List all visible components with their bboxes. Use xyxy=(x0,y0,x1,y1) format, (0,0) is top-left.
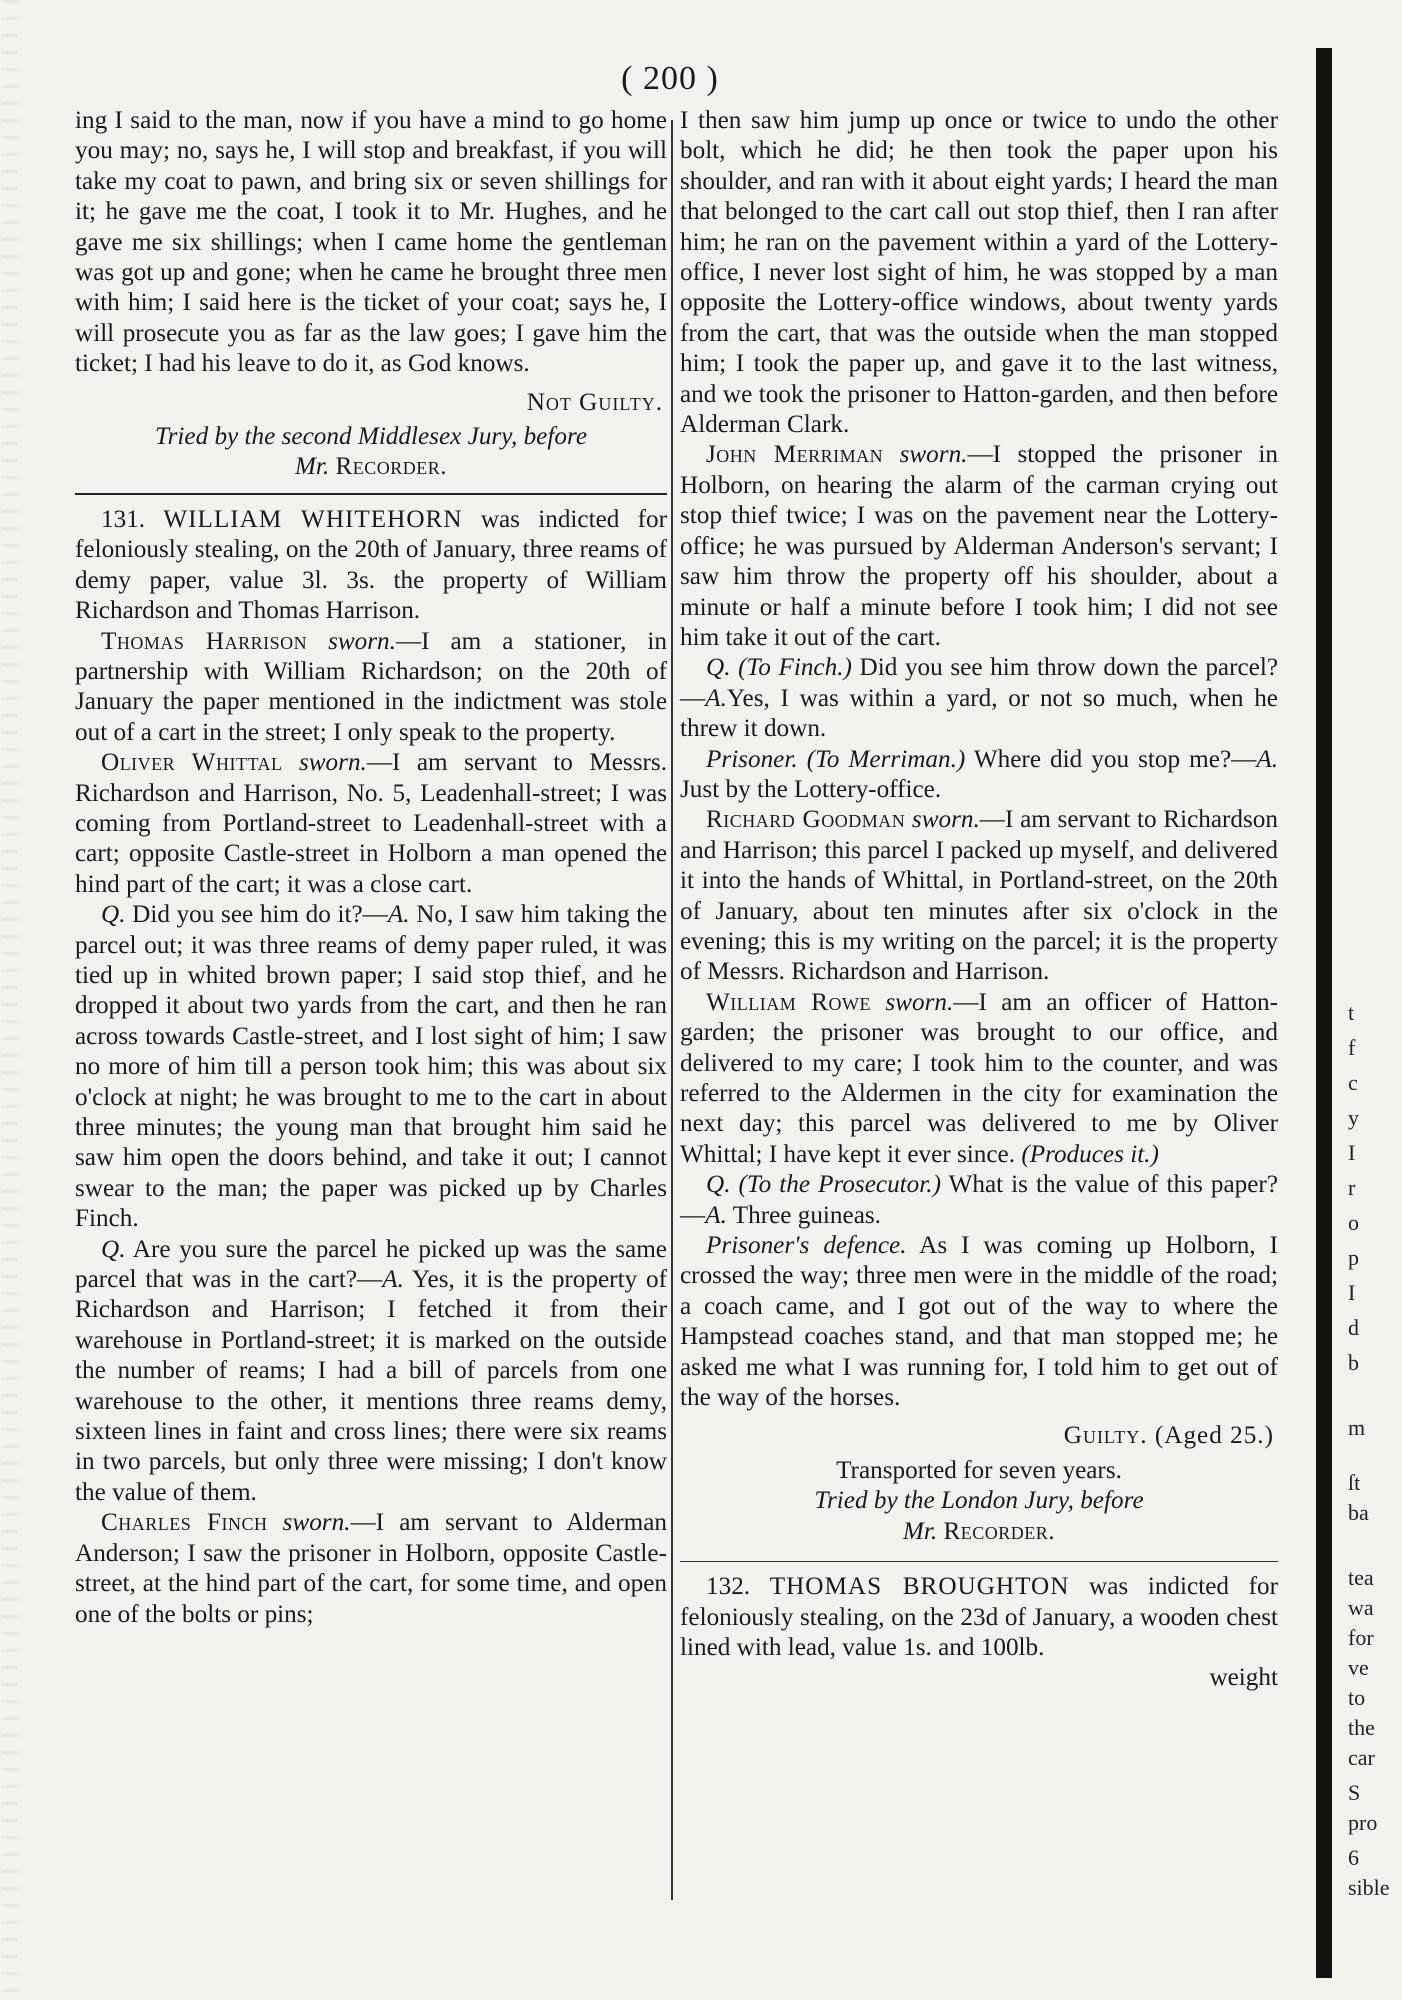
tried-by-recorder: Recorder. xyxy=(943,1517,1056,1545)
sworn-label: sworn. xyxy=(899,441,968,469)
prisoner-label: Prisoner. (To Merriman.) xyxy=(706,745,966,773)
facing-page-fragment: for xyxy=(1348,1625,1374,1650)
facing-page-fragment: the xyxy=(1348,1715,1375,1740)
facing-page-fragment: y xyxy=(1348,1105,1359,1130)
defence-label: Prisoner's defence. xyxy=(706,1232,907,1260)
tried-by-recorder: Recorder. xyxy=(335,453,448,481)
column-divider xyxy=(671,120,673,1900)
testimony-text: —I am an officer of Hatton-garden; the prisoner was brought to our office, and delivered to my care; I took him to the counter, and was referred to the Aldermen in the city for examination the next day; this parcel was delivered to me by Oliver Whittal; I have kept it ever since. xyxy=(680,988,1279,1168)
facing-page-fragment: tea xyxy=(1348,1565,1374,1590)
section-rule xyxy=(75,493,667,495)
sworn-label: sworn. xyxy=(911,806,980,834)
testimony-text: —I am a stationer, in partnership with William Richardson; on the 20th of January the paper mentioned in the indictment was stole out of a cart in the street; I only speak to the property. xyxy=(75,627,667,746)
page-number: ( 200 ) xyxy=(621,60,719,97)
produces-note: (Produces it.) xyxy=(1021,1140,1159,1168)
case-heading-131 xyxy=(75,505,667,627)
witness-name: William Rowe xyxy=(706,988,871,1016)
sworn-label: sworn. xyxy=(328,627,396,655)
question-answer xyxy=(75,1235,667,1509)
verdict-not-guilty: Not Guilty. xyxy=(526,388,663,416)
case-number: 132. xyxy=(706,1573,751,1601)
facing-page-fragment: 6 xyxy=(1348,1845,1359,1870)
sworn-label: sworn. xyxy=(298,749,367,777)
tried-by-line xyxy=(75,422,667,483)
testimony-text: —I am servant to Richardson and Harrison; this parcel I packed up myself, and delivered it into the hands of Whittal, in Portland-street, on the 20th of January, about ten minutes after six o'clock in the evening; this is my writing on the parcel; it is the property of Messrs. Richardson and Harrison. xyxy=(680,806,1278,986)
question-mark: Q. xyxy=(706,1171,731,1199)
facing-page-fragment: car xyxy=(1348,1745,1375,1770)
scan-margin-noise xyxy=(2,0,18,2000)
answer-mark: A. xyxy=(705,1201,727,1229)
question-text: Did you see him throw down the parcel?— xyxy=(680,654,1279,712)
sworn-label: sworn. xyxy=(282,1509,351,1537)
facing-page-fragment: r xyxy=(1348,1175,1356,1200)
question-mark: Q. xyxy=(101,901,126,929)
prisoner-defence xyxy=(680,1231,1278,1413)
verdict-text: Guilty. xyxy=(1063,1422,1148,1450)
answer-mark: A. xyxy=(382,1266,404,1294)
facing-page-fragment: m xyxy=(1348,1415,1366,1440)
right-column xyxy=(680,106,1278,1694)
case-number: 131. xyxy=(101,505,146,533)
facing-page-fragment: pro xyxy=(1348,1810,1378,1835)
answer-mark: A. xyxy=(1256,745,1278,773)
question-text: Are you sure the parcel he picked up was the same parcel that was in the cart?— xyxy=(75,1235,667,1294)
question-text: Did you see him do it?— xyxy=(132,901,388,929)
tried-by-text: Tried by the London Jury, before xyxy=(814,1487,1144,1515)
testimony-text: —I stopped the prisoner in Holborn, on hearing the alarm of the carman crying out stop thief twice; I was on the pavement near the Lottery-office; he was pursued by Alderman Anderson's servant; I saw him throw the property off his shoulder, about a minute or half a minute before I took him; I did not see him take it out of the cart. xyxy=(680,441,1279,651)
testimony-rowe xyxy=(680,988,1278,1170)
question-answer xyxy=(75,900,667,1234)
defendant-name: THOMAS BROUGHTON xyxy=(769,1573,1070,1601)
facing-page-fragment: wa xyxy=(1348,1595,1374,1620)
tried-by-mr: Mr. xyxy=(294,453,330,481)
answer-text: Yes, I was within a yard, or not so much, when he threw it down. xyxy=(680,684,1278,743)
testimony-merriman xyxy=(680,440,1278,653)
facing-page-fragment: t xyxy=(1348,1000,1355,1025)
facing-page-fragment: o xyxy=(1348,1210,1359,1235)
facing-page-fragment: ba xyxy=(1348,1500,1369,1525)
facing-page-fragment: c xyxy=(1348,1070,1358,1095)
testimony-finch xyxy=(75,1508,667,1630)
witness-name: John Merriman xyxy=(706,441,884,469)
paragraph-continued: I then saw him jump up once or twice to undo the other bolt, which he did; he then took the paper upon his shoulder, and ran with it about eight yards; I heard the man that belonged to the cart call out stop thief, then I ran after him; he ran on the pavement within a yard of the Lottery-office, I never lost sight of him, he was stopped by a man opposite the Lottery-office windows, about twenty yards from the cart, that was the outside when the man stopped him; I took the paper up, and gave it to the last witness, and we took the prisoner to Hatton-garden, and then before Alderman Clark. xyxy=(680,107,1278,439)
question-mark: Q. xyxy=(706,654,731,682)
binding-shadow xyxy=(1316,48,1332,1978)
left-column xyxy=(75,106,667,1630)
answer-text: No, I saw him taking the parcel out; it was three reams of demy paper ruled, it was tied up in whited brown paper; I said stop thief, and he dropped it about two yards from the cart, and then he ran across towards Castle-street, and I lost sight of him; I saw no more of him till a person took him; this was about six o'clock at night; he was brought to me to the cart in about three minutes; the young man that brought him said he saw him open the doors behind, and take it out; I cannot swear to the man; the paper was picked up by Charles Finch. xyxy=(75,901,667,1233)
facing-page-fragment: I xyxy=(1348,1140,1356,1165)
question-mark: Q. xyxy=(101,1235,126,1263)
question-answer xyxy=(680,1170,1278,1231)
case-heading-132 xyxy=(680,1572,1278,1663)
defendant-name: WILLIAM WHITEHORN xyxy=(163,505,463,533)
facing-page-fragment: p xyxy=(1348,1245,1359,1270)
question-answer xyxy=(680,653,1278,744)
testimony-whittal xyxy=(75,748,667,900)
witness-name: Oliver Whittal xyxy=(101,749,283,777)
sentence: Transported for seven years. xyxy=(836,1456,1122,1484)
section-rule xyxy=(680,1561,1278,1562)
indictment-text: was indicted for feloniously stealing, on the 20th of January, three reams of demy paper, value 3l. 3s. the property of William Richardson and Thomas Harrison. xyxy=(75,505,667,625)
witness-name: Richard Goodman xyxy=(706,806,906,834)
facing-page-fragment: d xyxy=(1348,1315,1359,1340)
testimony-harrison xyxy=(75,627,667,749)
question-note: (To Finch.) xyxy=(738,654,852,682)
facing-page-fragment: to xyxy=(1348,1685,1366,1710)
answer-text: Yes, it is the property of Richardson and Harrison; I fetched it from their warehouse in Portland-street; it is marked on the outside the number of reams; I had a bill of parcels from one warehouse to the other, it mentions three reams demy, sixteen lines in faint and cross lines; there were six reams in two parcels, but only three were missing; I don't know the value of them. xyxy=(75,1266,668,1506)
tried-by-mr: Mr. xyxy=(902,1517,938,1545)
testimony-text: —I am servant to Alderman Anderson; I saw the prisoner in Holborn, opposite Castle-street, at the hind part of the cart, for some time, and open one of the bolts or pins; xyxy=(75,1509,668,1628)
question-text: What is the value of this paper?— xyxy=(680,1171,1278,1229)
facing-page-fragment: ve xyxy=(1348,1655,1369,1680)
facing-page-fragment: ſt xyxy=(1348,1470,1361,1495)
paragraph-continued: ing I said to the man, now if you have a mind to go home you may; no, says he, I will stop and breakfast, if you will take my coat to pawn, and bring six or seven shillings for it; he gave me the coat, I took it to Mr. Hughes, and he gave me six shillings; when I came home the gentleman was got up and gone; when he came he brought three men with him; I said here is the ticket of your coat; says he, I will prosecute you as far as the law goes; I gave him the ticket; I had his leave to do it, as God knows. xyxy=(75,107,667,378)
facing-page-fragment: S xyxy=(1348,1780,1361,1805)
verdict-guilty xyxy=(680,1421,1274,1451)
answer-mark: A. xyxy=(387,901,410,929)
tried-by-text: Tried by the second Middlesex Jury, before xyxy=(154,423,588,451)
prisoner-question xyxy=(680,745,1278,806)
tried-by-line xyxy=(680,1486,1278,1547)
facing-page-fragment: sible xyxy=(1348,1875,1390,1900)
answer-text: Three guineas. xyxy=(732,1201,881,1229)
witness-name: Thomas Harrison xyxy=(101,627,308,655)
indictment-text: was indicted for feloniously stealing, on the 23d of January, a wooden chest lined with lead, value 1s. and 100lb. xyxy=(680,1573,1278,1661)
testimony-text: —I am servant to Messrs. Richardson and Harrison, No. 5, Leadenhall-street; I was coming from Portland-street to Leadenhall-street with a cart; opposite Castle-street in Holborn a man opened the hind part of the cart; it was a close cart. xyxy=(75,749,667,898)
testimony-goodman xyxy=(680,805,1278,987)
witness-name: Charles Finch xyxy=(101,1509,268,1537)
answer-mark: A. xyxy=(705,684,727,712)
answer-text: Just by the Lottery-office. xyxy=(680,775,942,803)
question-note: (To the Prosecutor.) xyxy=(738,1171,941,1199)
facing-page-fragment: b xyxy=(1348,1350,1359,1375)
defendant-age: (Aged 25.) xyxy=(1154,1422,1274,1450)
defence-text: As I was coming up Holborn, I crossed the way; three men were in the middle of the road; a coach came, and I got out of the way to where the Hampstead coaches stand, and that man stopped me; he asked me what I was running for, I told him to get out of the way of the horses. xyxy=(680,1232,1278,1412)
question-text: Where did you stop me?— xyxy=(973,745,1257,773)
catchword: weight xyxy=(1209,1664,1278,1692)
facing-page-fragment: f xyxy=(1348,1035,1356,1060)
sworn-label: sworn. xyxy=(885,988,954,1016)
facing-page-fragment: I xyxy=(1348,1280,1356,1305)
